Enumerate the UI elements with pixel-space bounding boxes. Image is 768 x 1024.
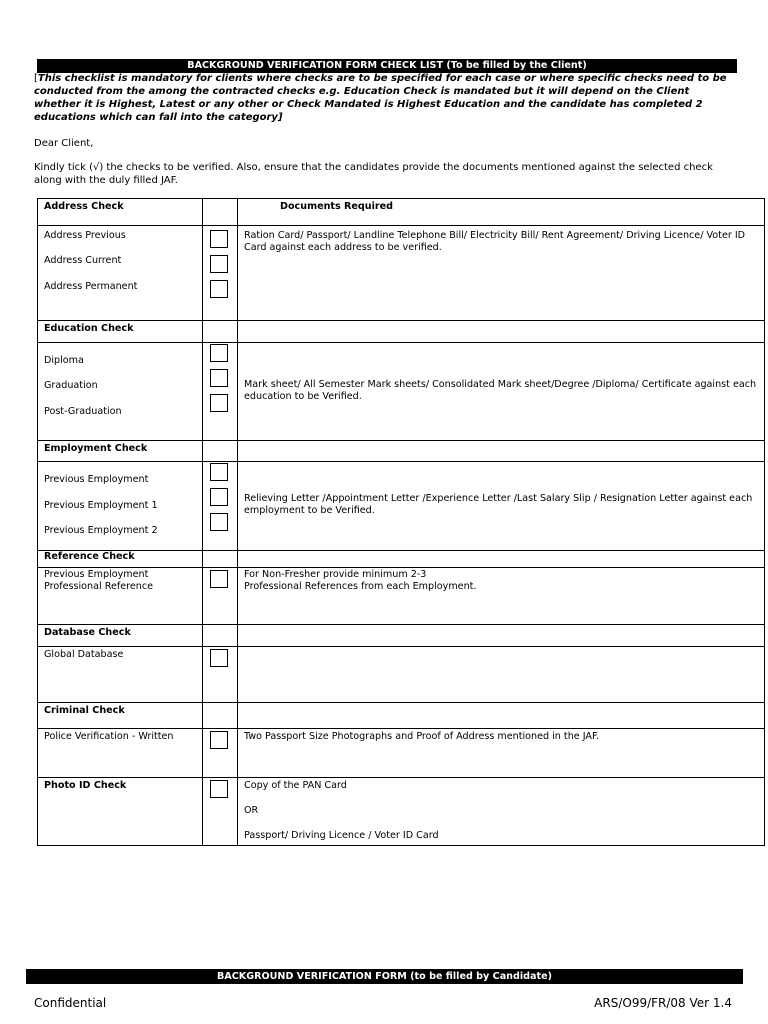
address-header-row (38, 199, 765, 226)
employment-check-header: Employment Check (38, 441, 203, 462)
reference-check-header: Reference Check (38, 551, 203, 568)
intro-bracket: [ (34, 73, 38, 84)
reference-docs-line-2: Professional References from each Employment. (244, 581, 477, 593)
confidential-label: Confidential (34, 996, 107, 1010)
post-graduation-checkbox[interactable] (210, 394, 228, 412)
form-title: BACKGROUND VERIFICATION FORM CHECK LIST (To be filled by the Client) (37, 59, 737, 73)
address-current-checkbox[interactable] (210, 255, 228, 273)
diploma-checkbox[interactable] (210, 344, 228, 362)
previous-employment-label: Previous Employment (44, 474, 149, 485)
address-docs: Ration Card/ Passport/ Landline Telephone Bill/ Electricity Bill/ Rent Agreement/ Driving Licence/ Voter ID Card against each address to be verified. (238, 226, 765, 321)
intro-text: This checklist is mandatory for clients where checks are to be specified for each case or where specific checks need to be conducted from the among the contracted checks e.g. Education Check is mandated but it will depend on the Client whether it is Highest, Latest or any other or Check Mandated is Highest Education and the candidate has completed 2 educations which can fall into the category] (34, 73, 727, 123)
criminal-check-header: Criminal Check (38, 703, 203, 729)
previous-employment-2-label: Previous Employment 2 (44, 525, 158, 536)
photo-id-row (38, 778, 765, 846)
reference-docs-line-1: For Non-Fresher provide minimum 2-3 (244, 569, 427, 580)
police-verification-checkbox[interactable] (210, 731, 228, 749)
criminal-items-row (38, 729, 765, 778)
address-current-label: Address Current (44, 255, 122, 266)
police-verification-label: Police Verification - Written (38, 729, 203, 778)
previous-employment-1-label: Previous Employment 1 (44, 500, 158, 511)
intro-note (34, 72, 734, 124)
professional-reference-label: Professional Reference (44, 581, 154, 593)
database-header-row (38, 625, 765, 647)
address-check-header: Address Check (38, 199, 203, 226)
criminal-docs: Two Passport Size Photographs and Proof of Address mentioned in the JAF. (238, 729, 765, 778)
address-previous-label: Address Previous (44, 230, 126, 241)
post-graduation-label: Post-Graduation (44, 406, 122, 417)
criminal-header-row (38, 703, 765, 729)
greeting: Dear Client, (34, 138, 94, 149)
previous-employment-1-checkbox[interactable] (210, 488, 228, 506)
graduation-checkbox[interactable] (210, 369, 228, 387)
education-check-header: Education Check (38, 321, 203, 343)
address-permanent-label: Address Permanent (44, 281, 138, 292)
photo-docs-line-2: Passport/ Driving Licence / Voter ID Card (244, 830, 439, 841)
database-items-row (38, 647, 765, 703)
photo-id-checkbox[interactable] (210, 780, 228, 798)
photo-id-check-header: Photo ID Check (38, 778, 203, 846)
diploma-label: Diploma (44, 355, 84, 366)
photo-docs-or: OR (244, 805, 259, 816)
reference-checkbox[interactable] (210, 570, 228, 588)
reference-previous-employment-label: Previous Employment (44, 569, 149, 580)
employment-items-row (38, 462, 765, 551)
employment-docs: Relieving Letter /Appointment Letter /Experience Letter /Last Salary Slip / Resignation Letter against each employment to be Verified. (238, 462, 765, 551)
employment-header-row (38, 441, 765, 462)
reference-header-row (38, 551, 765, 568)
address-previous-checkbox[interactable] (210, 230, 228, 248)
address-items-row (38, 226, 765, 321)
instruction: Kindly tick (√) the checks to be verified. Also, ensure that the candidates provide the documents mentioned against the selected check along with the duly filled JAF. (34, 162, 713, 186)
version-label: ARS/O99/FR/08 Ver 1.4 (594, 996, 732, 1010)
education-header-row (38, 321, 765, 343)
reference-items-row (38, 568, 765, 625)
education-items-row (38, 343, 765, 441)
candidate-form-title: BACKGROUND VERIFICATION FORM (to be filled by Candidate) (26, 969, 743, 984)
address-permanent-checkbox[interactable] (210, 280, 228, 298)
checklist-table (37, 198, 765, 846)
database-check-header: Database Check (38, 625, 203, 647)
previous-employment-checkbox[interactable] (210, 463, 228, 481)
global-database-checkbox[interactable] (210, 649, 228, 667)
photo-docs-line-1: Copy of the PAN Card (244, 780, 347, 791)
education-docs: Mark sheet/ All Semester Mark sheets/ Consolidated Mark sheet/Degree /Diploma/ Certificate against each education to be Verified. (238, 343, 765, 441)
documents-required-header: Documents Required (280, 201, 394, 212)
graduation-label: Graduation (44, 380, 98, 391)
previous-employment-2-checkbox[interactable] (210, 513, 228, 531)
global-database-label: Global Database (38, 647, 203, 703)
